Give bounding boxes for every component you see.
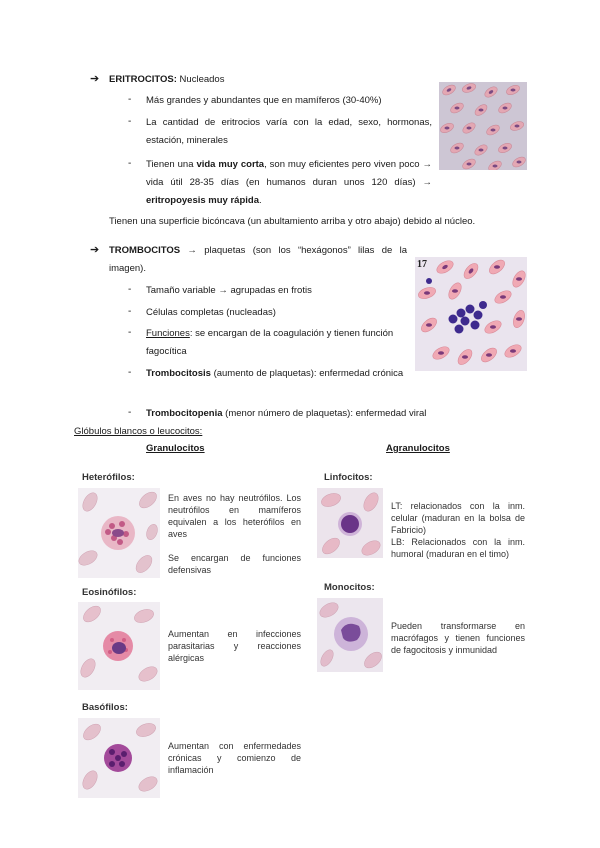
monocitos-desc: Pueden transformarse en macrófagos y tienen funciones de fagocitosis y inmunidad: [391, 621, 525, 655]
eosinofilos-label: Eosinófilos:: [82, 587, 137, 598]
dash-bullet: -: [128, 407, 132, 418]
monocyte-image: [317, 598, 383, 672]
eritrocitos-item-1: Más grandes y abundantes que en mamíferos (30-40%): [146, 95, 382, 106]
dash-bullet: -: [128, 94, 132, 105]
thrombocytes-image: [415, 257, 527, 371]
basophil-micrograph: [78, 718, 160, 798]
heterofilos-desc-2: Se encargan de funciones defensivas: [168, 553, 301, 575]
trombocitos-item-4: Trombocitosis (aumento de plaquetas): enfermedad crónica: [146, 368, 404, 379]
dash-bullet: -: [128, 327, 132, 338]
dash-bullet: -: [128, 306, 132, 317]
heterofilos-desc-1: En aves no hay neutrófilos. Los neutrófilos en mamíferos equivalen a los heterófilos en aves: [168, 493, 301, 539]
linfocitos-desc-1: LT: relacionados con la inm. celular (maduran en la bolsa de Fabricio): [391, 501, 525, 535]
eritrocitos-heading: [109, 71, 224, 89]
trombocitos-item-3: Funciones: se encargan de la coagulación y tienen función fagocítica: [146, 328, 394, 357]
eosinophil-image: [78, 602, 160, 690]
eosinofilos-desc: Aumentan en infecciones parasitarias y reacciones alérgicas: [168, 629, 301, 663]
eritrocitos-item-3: Tienen una vida muy corta, son muy eficientes pero viven poco → vida útil 28-35 días (en humanos duran unos 120 días) → eritropoyesis muy rápida.: [146, 159, 432, 206]
eosinophil-micrograph: [78, 602, 160, 690]
monocitos-label: Monocitos:: [324, 582, 375, 593]
arrow-bullet: ➔: [90, 244, 100, 256]
trombocitos-item-1: Tamaño variable → agrupadas en frotis: [146, 285, 312, 296]
basofilos-desc: Aumentan con enfermedades crónicas y comienzo de inflamación: [168, 741, 301, 775]
trombocitos-title: TROMBOCITOS: [109, 245, 181, 256]
heterofilos-label: Heterófilos:: [82, 472, 135, 483]
agranulocitos-title: Agranulocitos: [386, 443, 450, 454]
trombocitos-subtitle: → plaquetas (son los “hexágonos” lilas de la imagen).: [109, 245, 407, 274]
lymphocyte-micrograph: [317, 488, 383, 558]
dash-bullet: -: [128, 367, 132, 378]
trombocitos-item-2: Células completas (nucleadas): [146, 307, 276, 318]
heterophil-micrograph: [78, 488, 160, 578]
linfocitos-desc-2: LB: Relacionados con la inm. humoral (maduran en el timo): [391, 537, 525, 559]
eritrocitos-item-2: La cantidad de eritrocios varía con la edad, sexo, hormonas, estación, minerales: [146, 117, 432, 146]
dash-bullet: -: [128, 284, 132, 295]
trombocitos-heading: [109, 242, 407, 278]
erythrocytes-micrograph: [439, 82, 527, 170]
trombocitos-item-5: Trombocitopenia (menor número de plaquetas): enfermedad viral: [146, 408, 427, 419]
dash-bullet: -: [128, 116, 132, 127]
image-label: 17: [417, 259, 427, 270]
basofilos-label: Basófilos:: [82, 702, 128, 713]
heterophil-image: [78, 488, 160, 578]
dash-bullet: -: [128, 158, 132, 169]
eritrocitos-note: Tienen una superficie bicóncava (un abultamiento arriba y otro abajo) debido al núcleo.: [109, 216, 476, 227]
leucocitos-heading: Glóbulos blancos o leucocitos:: [74, 426, 203, 437]
eritrocitos-subtitle: Nucleados: [176, 74, 225, 85]
basophil-image: [78, 718, 160, 798]
eritrocitos-title: ERITROCITOS:: [109, 74, 177, 85]
linfocitos-label: Linfocitos:: [324, 472, 373, 483]
monocyte-micrograph: [317, 598, 383, 672]
arrow-bullet: ➔: [90, 73, 100, 85]
thrombocytes-micrograph: [415, 257, 527, 371]
lymphocyte-image: [317, 488, 383, 558]
erythrocytes-image: [439, 82, 527, 170]
granulocitos-title: Granulocitos: [146, 443, 205, 454]
